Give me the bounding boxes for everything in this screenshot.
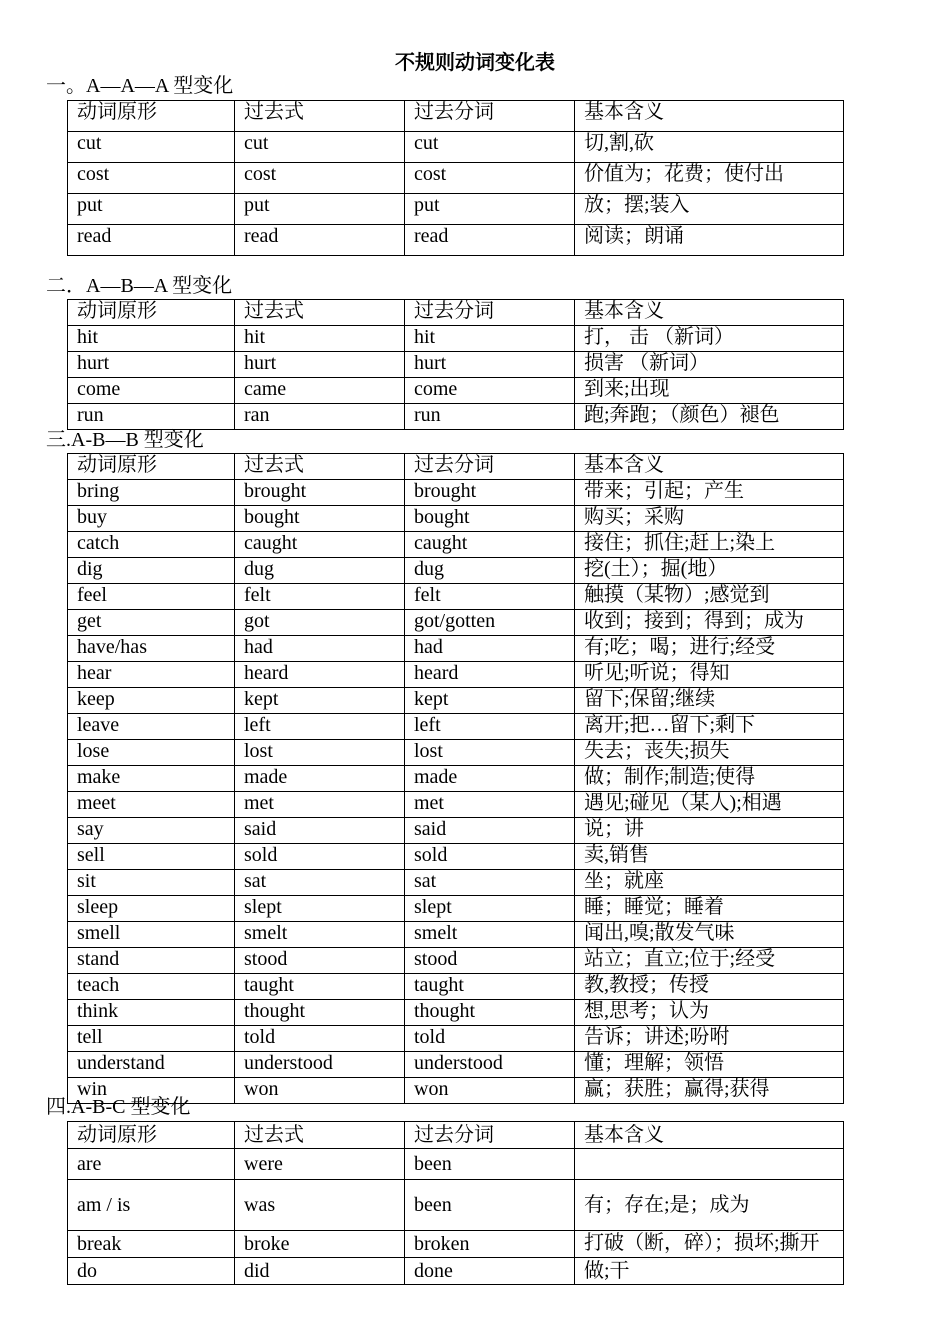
section-heading-aaa: 一。A—A—A 型变化 [46, 75, 234, 97]
table-row [68, 352, 844, 378]
cell-base-form: hurt [68, 352, 235, 378]
table-row [68, 404, 844, 430]
cell-past-tense: stood [235, 948, 405, 974]
cell-past-participle: broken [405, 1231, 575, 1258]
cell-base-form: leave [68, 714, 235, 740]
cell-base-form: get [68, 610, 235, 636]
table-row [68, 225, 844, 256]
cell-meaning: 阅读；朗诵 [575, 225, 844, 256]
cell-past-tense: bought [235, 506, 405, 532]
header-cell-past-participle: 过去分词 [405, 454, 575, 480]
table-row [68, 948, 844, 974]
cell-base-form: win [68, 1078, 235, 1104]
page-title: 不规则动词变化表 [395, 50, 555, 74]
cell-meaning: 损害 （新词） [575, 352, 844, 378]
header-cell-meaning: 基本含义 [575, 1122, 844, 1149]
cell-base-form: hit [68, 326, 235, 352]
cell-base-form: lose [68, 740, 235, 766]
cell-past-participle: done [405, 1258, 575, 1285]
cell-meaning: 说；讲 [575, 818, 844, 844]
cell-past-participle: cut [405, 132, 575, 163]
cell-meaning: 做;干 [575, 1258, 844, 1285]
cell-past-participle: kept [405, 688, 575, 714]
section-heading-abc: 四.A-B-C 型变化 [46, 1096, 191, 1118]
cell-meaning: 切,割,砍 [575, 132, 844, 163]
cell-past-tense: came [235, 378, 405, 404]
table-row [68, 532, 844, 558]
verb-table-aaa [67, 100, 844, 256]
cell-past-participle: sat [405, 870, 575, 896]
cell-past-participle: slept [405, 896, 575, 922]
cell-base-form: am / is [68, 1180, 235, 1231]
table-header-row [68, 454, 844, 480]
table-row [68, 974, 844, 1000]
cell-past-participle: stood [405, 948, 575, 974]
table-header-row [68, 101, 844, 132]
cell-base-form: teach [68, 974, 235, 1000]
cell-meaning: 懂；理解；领悟 [575, 1052, 844, 1078]
cell-meaning: 闻出,嗅;散发气味 [575, 922, 844, 948]
cell-meaning: 收到；接到；得到；成为 [575, 610, 844, 636]
cell-past-tense: dug [235, 558, 405, 584]
cell-past-participle: lost [405, 740, 575, 766]
cell-base-form: break [68, 1231, 235, 1258]
cell-past-participle: had [405, 636, 575, 662]
header-cell-past-participle: 过去分词 [405, 300, 575, 326]
cell-meaning: 到来;出现 [575, 378, 844, 404]
table-row [68, 1052, 844, 1078]
table-row [68, 558, 844, 584]
header-cell-meaning: 基本含义 [575, 300, 844, 326]
cell-past-participle: bought [405, 506, 575, 532]
cell-past-participle: said [405, 818, 575, 844]
cell-meaning: 购买；采购 [575, 506, 844, 532]
table-header-row [68, 300, 844, 326]
cell-past-participle: run [405, 404, 575, 430]
cell-past-tense: kept [235, 688, 405, 714]
cell-meaning: 离开;把…留下;剩下 [575, 714, 844, 740]
table-row [68, 1026, 844, 1052]
cell-past-tense: put [235, 194, 405, 225]
cell-base-form: hear [68, 662, 235, 688]
cell-base-form: read [68, 225, 235, 256]
cell-past-tense: hit [235, 326, 405, 352]
cell-past-tense: slept [235, 896, 405, 922]
header-cell-past-participle: 过去分词 [405, 1122, 575, 1149]
cell-past-tense: smelt [235, 922, 405, 948]
cell-meaning: 听见;听说；得知 [575, 662, 844, 688]
verb-table-abc [67, 1121, 844, 1285]
cell-meaning: 有;吃；喝；进行;经受 [575, 636, 844, 662]
cell-meaning: 遇见;碰见（某人);相遇 [575, 792, 844, 818]
cell-base-form: come [68, 378, 235, 404]
cell-base-form: cut [68, 132, 235, 163]
cell-meaning: 赢；获胜；赢得;获得 [575, 1078, 844, 1104]
cell-past-tense: was [235, 1180, 405, 1231]
cell-past-tense: heard [235, 662, 405, 688]
header-cell-past-tense: 过去式 [235, 300, 405, 326]
cell-meaning [575, 1149, 844, 1180]
cell-past-tense: broke [235, 1231, 405, 1258]
cell-meaning: 放；摆;装入 [575, 194, 844, 225]
header-cell-base-form: 动词原形 [68, 454, 235, 480]
table-row [68, 610, 844, 636]
cell-base-form: run [68, 404, 235, 430]
cell-past-tense: got [235, 610, 405, 636]
table-row [68, 163, 844, 194]
verb-table-abb [67, 453, 844, 1104]
table-row [68, 506, 844, 532]
cell-meaning: 挖(土）；掘(地） [575, 558, 844, 584]
cell-base-form: have/has [68, 636, 235, 662]
cell-meaning: 留下;保留;继续 [575, 688, 844, 714]
header-cell-past-tense: 过去式 [235, 454, 405, 480]
cell-past-tense: cut [235, 132, 405, 163]
cell-past-tense: won [235, 1078, 405, 1104]
cell-past-participle: left [405, 714, 575, 740]
cell-past-participle: been [405, 1149, 575, 1180]
cell-base-form: feel [68, 584, 235, 610]
cell-past-tense: thought [235, 1000, 405, 1026]
cell-base-form: tell [68, 1026, 235, 1052]
cell-meaning: 价值为；花费；使付出 [575, 163, 844, 194]
cell-past-tense: met [235, 792, 405, 818]
header-cell-past-participle: 过去分词 [405, 101, 575, 132]
table-row [68, 688, 844, 714]
cell-past-tense: felt [235, 584, 405, 610]
table-row [68, 766, 844, 792]
section-heading-aba: 二．A—B—A 型变化 [46, 275, 233, 297]
cell-past-tense: caught [235, 532, 405, 558]
cell-past-participle: sold [405, 844, 575, 870]
cell-base-form: put [68, 194, 235, 225]
cell-base-form: cost [68, 163, 235, 194]
cell-meaning: 触摸（某物）;感觉到 [575, 584, 844, 610]
verb-table-aba [67, 299, 844, 430]
table-row [68, 922, 844, 948]
section-heading-abb: 三.A-B—B 型变化 [46, 429, 204, 451]
cell-past-tense: understood [235, 1052, 405, 1078]
table-row [68, 480, 844, 506]
cell-meaning: 失去；丧失;损失 [575, 740, 844, 766]
table-row [68, 132, 844, 163]
cell-past-participle: caught [405, 532, 575, 558]
cell-past-tense: ran [235, 404, 405, 430]
table-row [68, 740, 844, 766]
table-row [68, 1231, 844, 1258]
cell-past-tense: made [235, 766, 405, 792]
cell-past-participle: hit [405, 326, 575, 352]
cell-meaning: 接住；抓住;赶上;染上 [575, 532, 844, 558]
cell-past-participle: dug [405, 558, 575, 584]
cell-meaning: 带来；引起；产生 [575, 480, 844, 506]
table-row [68, 378, 844, 404]
header-cell-past-tense: 过去式 [235, 1122, 405, 1149]
cell-past-participle: put [405, 194, 575, 225]
cell-past-tense: hurt [235, 352, 405, 378]
table-row [68, 844, 844, 870]
cell-past-participle: taught [405, 974, 575, 1000]
cell-past-participle: told [405, 1026, 575, 1052]
cell-base-form: buy [68, 506, 235, 532]
cell-past-tense: did [235, 1258, 405, 1285]
cell-meaning: 站立；直立;位于;经受 [575, 948, 844, 974]
header-cell-past-tense: 过去式 [235, 101, 405, 132]
cell-past-tense: sold [235, 844, 405, 870]
cell-meaning: 卖,销售 [575, 844, 844, 870]
header-cell-base-form: 动词原形 [68, 1122, 235, 1149]
cell-base-form: do [68, 1258, 235, 1285]
table-row [68, 1149, 844, 1180]
cell-past-participle: brought [405, 480, 575, 506]
cell-past-participle: got/gotten [405, 610, 575, 636]
cell-past-tense: lost [235, 740, 405, 766]
cell-past-participle: cost [405, 163, 575, 194]
cell-past-participle: hurt [405, 352, 575, 378]
table-row [68, 1258, 844, 1285]
cell-base-form: smell [68, 922, 235, 948]
table-row [68, 1180, 844, 1231]
cell-base-form: stand [68, 948, 235, 974]
cell-past-participle: been [405, 1180, 575, 1231]
cell-base-form: understand [68, 1052, 235, 1078]
header-cell-base-form: 动词原形 [68, 101, 235, 132]
cell-meaning: 打， 击 （新词） [575, 326, 844, 352]
cell-past-participle: made [405, 766, 575, 792]
cell-base-form: catch [68, 532, 235, 558]
cell-past-tense: brought [235, 480, 405, 506]
cell-meaning: 教,教授；传授 [575, 974, 844, 1000]
cell-meaning: 想,思考；认为 [575, 1000, 844, 1026]
cell-base-form: think [68, 1000, 235, 1026]
cell-past-tense: sat [235, 870, 405, 896]
cell-past-tense: left [235, 714, 405, 740]
table-row [68, 714, 844, 740]
table-row [68, 896, 844, 922]
cell-past-tense: were [235, 1149, 405, 1180]
cell-past-tense: read [235, 225, 405, 256]
cell-base-form: are [68, 1149, 235, 1180]
cell-past-tense: cost [235, 163, 405, 194]
cell-meaning: 打破（断，碎）；损坏;撕开 [575, 1231, 844, 1258]
cell-meaning: 做；制作;制造;使得 [575, 766, 844, 792]
table-row [68, 818, 844, 844]
cell-past-participle: heard [405, 662, 575, 688]
cell-meaning: 睡；睡觉；睡着 [575, 896, 844, 922]
table-row [68, 1000, 844, 1026]
table-row [68, 194, 844, 225]
cell-base-form: sleep [68, 896, 235, 922]
cell-meaning: 告诉；讲述;吩咐 [575, 1026, 844, 1052]
cell-past-participle: read [405, 225, 575, 256]
header-cell-meaning: 基本含义 [575, 101, 844, 132]
cell-base-form: make [68, 766, 235, 792]
table-header-row [68, 1122, 844, 1149]
cell-base-form: say [68, 818, 235, 844]
cell-past-tense: had [235, 636, 405, 662]
cell-past-participle: smelt [405, 922, 575, 948]
cell-base-form: sit [68, 870, 235, 896]
cell-past-participle: understood [405, 1052, 575, 1078]
table-row [68, 584, 844, 610]
table-row [68, 792, 844, 818]
cell-past-tense: taught [235, 974, 405, 1000]
cell-base-form: keep [68, 688, 235, 714]
cell-past-participle: felt [405, 584, 575, 610]
cell-past-participle: met [405, 792, 575, 818]
table-row [68, 636, 844, 662]
table-row [68, 870, 844, 896]
header-cell-base-form: 动词原形 [68, 300, 235, 326]
cell-past-participle: thought [405, 1000, 575, 1026]
cell-past-participle: won [405, 1078, 575, 1104]
cell-base-form: bring [68, 480, 235, 506]
table-row [68, 662, 844, 688]
cell-meaning: 坐；就座 [575, 870, 844, 896]
header-cell-meaning: 基本含义 [575, 454, 844, 480]
cell-past-tense: told [235, 1026, 405, 1052]
cell-base-form: dig [68, 558, 235, 584]
table-row [68, 326, 844, 352]
cell-base-form: meet [68, 792, 235, 818]
cell-past-tense: said [235, 818, 405, 844]
cell-base-form: sell [68, 844, 235, 870]
cell-past-participle: come [405, 378, 575, 404]
cell-meaning: 有；存在;是；成为 [575, 1180, 844, 1231]
cell-meaning: 跑;奔跑；（颜色）褪色 [575, 404, 844, 430]
